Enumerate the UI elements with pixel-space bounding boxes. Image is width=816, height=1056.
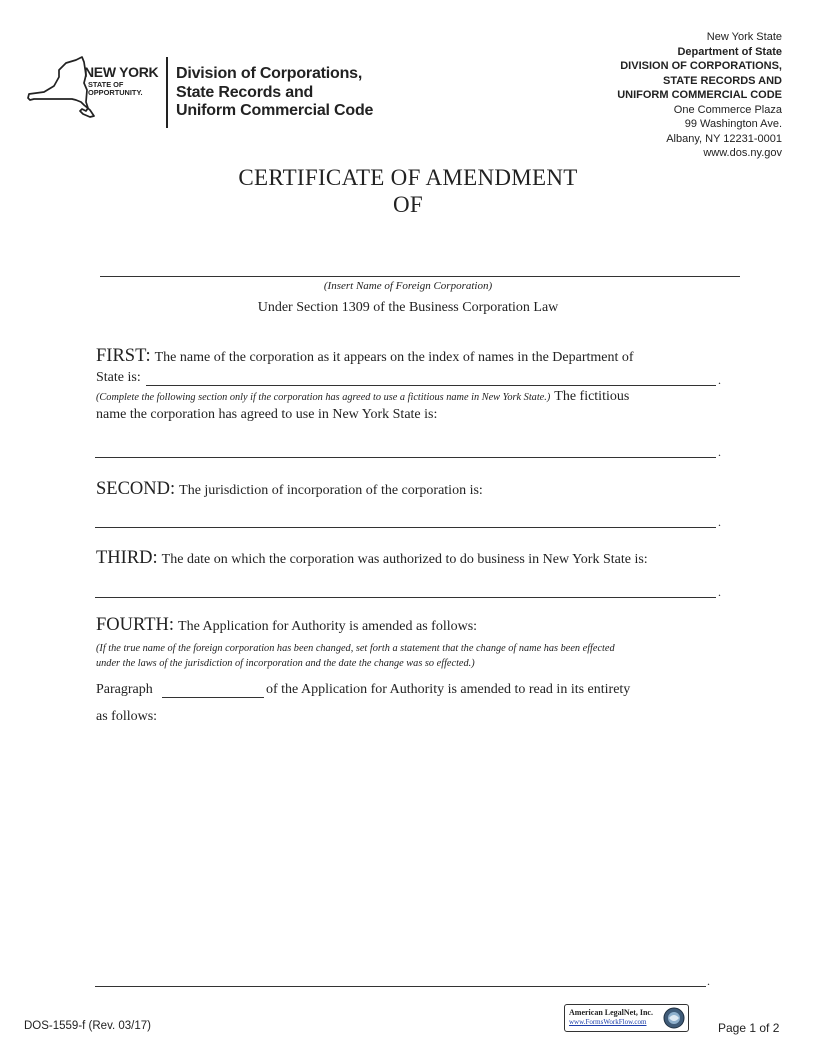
first-fictitious-text2: name the corporation has agreed to use in New York State is:: [96, 407, 438, 422]
first-paragraph: [96, 346, 634, 367]
website-link[interactable]: www.dos.ny.gov: [703, 147, 782, 159]
corporation-name-caption: (Insert Name of Foreign Corporation): [323, 280, 493, 292]
address-line: Department of State: [677, 45, 782, 58]
logo-tagline: [88, 81, 143, 97]
page-number: Page 1 of 2: [718, 1021, 780, 1035]
third-text: The date on which the corporation was authorized to do business in New York State is:: [161, 552, 648, 567]
paragraph-label: Paragraph: [96, 682, 153, 697]
second-paragraph: [96, 479, 483, 500]
logo-state-name: NEW YORK: [84, 64, 159, 80]
document-title: [0, 164, 816, 218]
globe-icon: [663, 1007, 685, 1029]
amendment-text-line[interactable]: [95, 986, 706, 987]
paragraph-number-field[interactable]: [162, 697, 264, 698]
division-line2: State Records and: [176, 83, 314, 101]
line-end-period: .: [707, 974, 710, 988]
as-follows-label: as follows:: [96, 709, 158, 724]
logo-division-name: [176, 65, 416, 121]
line-end-period: .: [718, 585, 721, 599]
fourth-heading: FOURTH:: [96, 615, 175, 635]
third-paragraph: [96, 548, 648, 569]
third-heading: THIRD:: [96, 548, 158, 568]
line-end-period: .: [718, 445, 721, 459]
line-end-period: .: [718, 515, 721, 529]
badge-url-link[interactable]: www.FormsWorkFlow.com: [569, 1018, 647, 1026]
address-line: DIVISION OF CORPORATIONS,: [620, 60, 782, 72]
division-line3: Uniform Commercial Code: [176, 102, 374, 119]
fourth-paragraph: [96, 615, 477, 636]
address-line: New York State: [706, 31, 782, 43]
first-heading: FIRST:: [96, 346, 151, 366]
address-line: Albany, NY 12231-0001: [666, 132, 782, 145]
title-line1: CERTIFICATE OF AMENDMENT: [238, 165, 578, 190]
fourth-text: The Application for Authority is amended as follows:: [178, 619, 478, 634]
second-text: The jurisdiction of incorporation of the corporation is:: [179, 483, 483, 498]
first-state-is-label: State is:: [96, 370, 141, 385]
fictitious-name-field[interactable]: [95, 457, 716, 458]
corporation-index-name-field[interactable]: [146, 385, 716, 386]
title-line2: OF: [392, 192, 423, 217]
amendment-text-area[interactable]: [95, 730, 716, 980]
first-note: (Complete the following section only if the corporation has agreed to use a fictitious name in New York State.): [96, 392, 551, 403]
agency-address: [542, 30, 782, 161]
second-heading: SECOND:: [96, 479, 176, 499]
corporation-name-field[interactable]: [100, 276, 740, 277]
fourth-note: [96, 641, 615, 671]
form-code: DOS-1559-f (Rev. 03/17): [24, 1020, 151, 1032]
logo-tagline-line2: OPPORTUNITY.: [88, 87, 143, 97]
first-text: The name of the corporation as it appears on the index of names in the Department of: [154, 350, 634, 365]
fourth-note-line2: under the laws of the jurisdiction of incorporation and the date the change was so effected.): [96, 658, 475, 669]
address-line: One Commerce Plaza: [673, 103, 782, 116]
logo-tagline-line1: STATE OF: [88, 80, 124, 89]
first-fictitious-note: [96, 387, 629, 405]
line-end-period: .: [718, 373, 721, 387]
address-line: 99 Washington Ave.: [684, 118, 782, 130]
address-line: UNIFORM COMMERCIAL CODE: [617, 89, 782, 101]
paragraph-rest-text: of the Application for Authority is amended to read in its entirety: [266, 682, 631, 697]
logo-divider: [166, 57, 168, 128]
badge-name: American LegalNet, Inc.: [569, 1008, 653, 1017]
fourth-note-line1: (If the true name of the foreign corporation has been changed, set forth a statement that the change of name has been effected: [96, 643, 615, 654]
section-law: Under Section 1309 of the Business Corporation Law: [257, 300, 559, 315]
division-line1: Division of Corporations,: [176, 65, 363, 82]
jurisdiction-field[interactable]: [95, 527, 716, 528]
legalnet-badge[interactable]: [564, 1004, 689, 1032]
address-line: STATE RECORDS AND: [663, 74, 782, 87]
first-fictitious-text: The fictitious: [554, 389, 630, 404]
authorization-date-field[interactable]: [95, 597, 716, 598]
